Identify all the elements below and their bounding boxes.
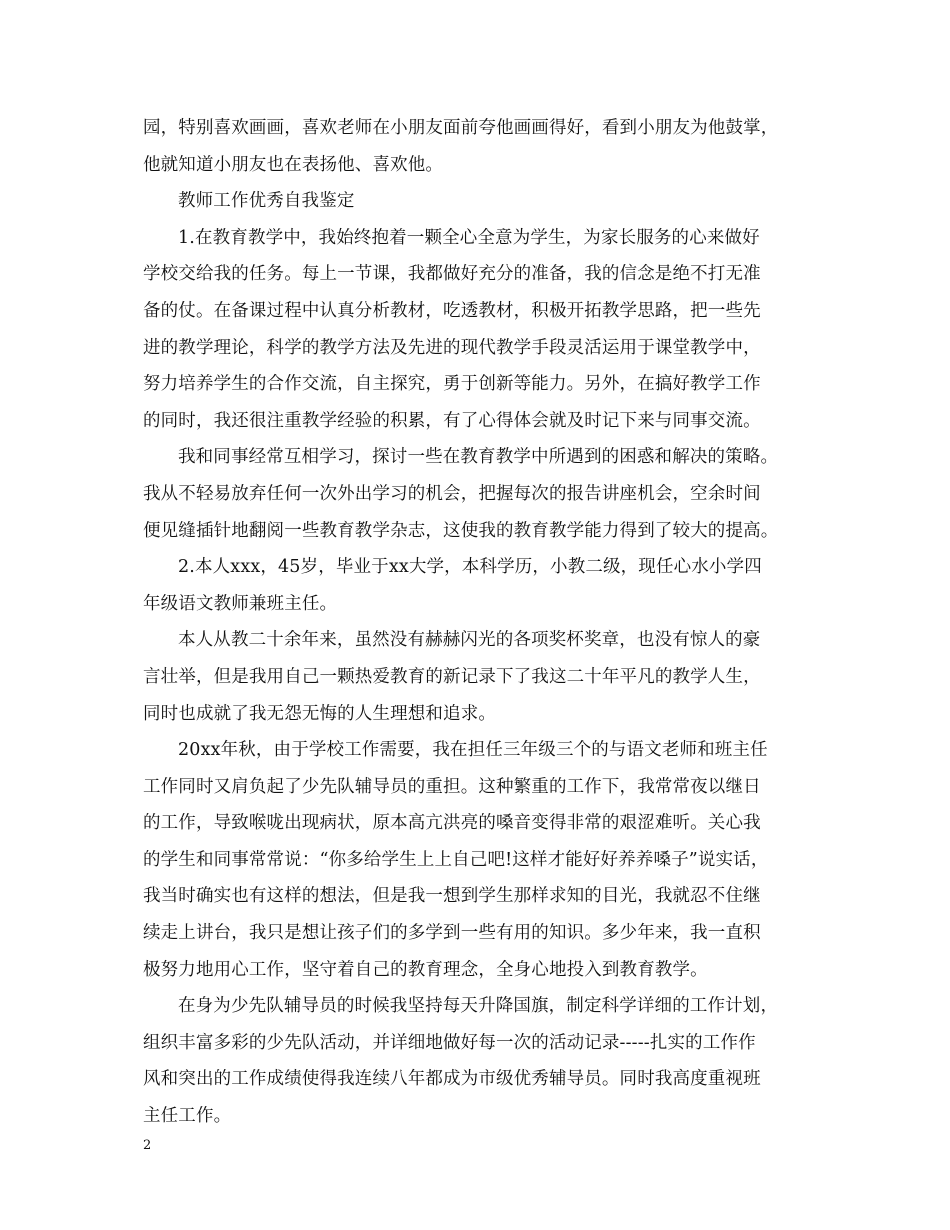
document-body: [143, 110, 843, 1135]
text-line: 我和同事经常互相学习，探讨一些在教育教学中所遇到的困惑和解决的策略。: [178, 447, 779, 468]
text-line: 的同时，我还很注重教学经验的积累，有了心得体会就及时记下来与同事交流。: [143, 410, 761, 431]
text-line: 教师工作优秀自我鉴定: [178, 191, 355, 212]
text-line: 言壮举，但是我用自己一颗热爱教育的新记录下了我这二十年平凡的教学人生，: [143, 666, 761, 687]
text-line: 他就知道小朋友也在表扬他、喜欢他。: [143, 154, 444, 175]
text-line: 2.本人xxx，45岁，毕业于xx大学，本科学历，小教二级，现任心水小学四: [178, 557, 762, 578]
text-line: 同时也成就了我无怨无悔的人生理想和追求。: [143, 703, 496, 724]
text-line: 主任工作。: [143, 1106, 232, 1127]
text-line: 20xx年秋，由于学校工作需要，我在担任三年级三个的与语文老师和班主任: [178, 740, 768, 761]
text-line: 进的教学理论，科学的教学方法及先进的现代教学手段灵活运用于课堂教学中，: [143, 337, 761, 358]
text-line: 努力培养学生的合作交流，自主探究，勇于创新等能力。另外，在搞好教学工作: [143, 374, 761, 395]
text-line: 极努力地用心工作，坚守着自己的教育理念，全身心地投入到教育教学。: [143, 959, 708, 980]
text-line: 学校交给我的任务。每上一节课，我都做好充分的准备，我的信念是绝不打无准: [143, 264, 761, 285]
text-line: 我当时确实也有这样的想法，但是我一想到学生那样求知的目光，我就忍不住继: [143, 886, 761, 907]
text-line: 本人从教二十余年来，虽然没有赫赫闪光的各项奖杯奖章，也没有惊人的豪: [178, 630, 761, 651]
text-line: 备的仗。在备课过程中认真分析教材，吃透教材，积极开拓教学思路，把一些先: [143, 300, 761, 321]
text-line: 风和突出的工作成绩使得我连续八年都成为市级优秀辅导员。同时我高度重视班: [143, 1069, 761, 1090]
text-line: 年级语文教师兼班主任。: [143, 593, 338, 614]
text-line: 便见缝插针地翻阅一些教育教学杂志，这使我的教育教学能力得到了较大的提高。: [143, 520, 779, 541]
page-number: 2: [143, 1138, 152, 1153]
text-line: 1.在教育教学中，我始终抱着一颗全心全意为学生，为家长服务的心来做好: [178, 227, 760, 248]
text-line: 工作同时又肩负起了少先队辅导员的重担。这种繁重的工作下，我常常夜以继日: [143, 776, 761, 797]
text-line: 我从不轻易放弃任何一次外出学习的机会，把握每次的报告讲座机会，空余时间: [143, 483, 761, 504]
text-line: 的学生和同事常常说：“你多给学生上上自己吧!这样才能好好养养嗓子”说实话，: [143, 849, 769, 870]
text-line: 续走上讲台，我只是想让孩子们的多学到一些有用的知识。多少年来，我一直积: [143, 923, 761, 944]
text-line: 的工作，导致喉咙出现病状，原本高亢洪亮的嗓音变得非常的艰涩难听。关心我: [143, 813, 761, 834]
text-line: 组织丰富多彩的少先队活动，并详细地做好每一次的活动记录-----扎实的工作作: [143, 1032, 756, 1053]
text-line: 园，特别喜欢画画，喜欢老师在小朋友面前夸他画画得好，看到小朋友为他鼓掌，: [143, 118, 779, 138]
text-line: 在身为少先队辅导员的时候我坚持每天升降国旗，制定科学详细的工作计划，: [178, 996, 779, 1017]
